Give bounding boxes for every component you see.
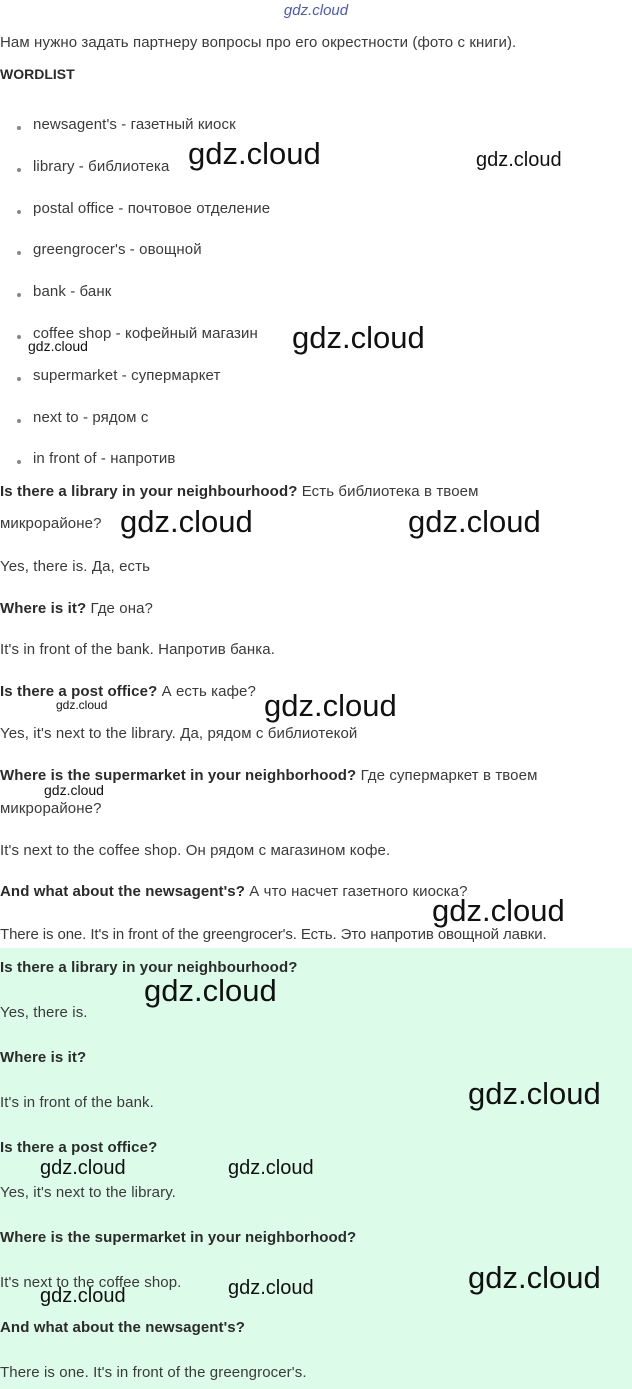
bullet-icon bbox=[17, 377, 21, 381]
watermark: gdz.cloud bbox=[40, 1157, 126, 1179]
green-question: Where is the supermarket in your neighborhood? bbox=[0, 1229, 357, 1246]
question-en: And what about the newsagent's? bbox=[0, 883, 246, 900]
watermark: gdz.cloud bbox=[228, 1277, 314, 1299]
bullet-icon bbox=[17, 168, 21, 172]
wordlist-item: postal office - почтовое отделение bbox=[33, 200, 271, 217]
watermark: gdz.cloud bbox=[44, 782, 104, 798]
watermark: gdz.cloud bbox=[28, 338, 88, 354]
bullet-icon bbox=[17, 210, 21, 214]
green-question: Is there a post office? bbox=[0, 1139, 158, 1156]
bullet-icon bbox=[17, 251, 21, 255]
green-answer: There is one. It's in front of the greengrocer's. bbox=[0, 1364, 307, 1381]
watermark: gdz.cloud bbox=[408, 504, 541, 539]
question-en: Is there a post office? bbox=[0, 683, 158, 700]
question-ru: Есть библиотека в твоем bbox=[297, 483, 479, 500]
question-ru: А что насчет газетного киоска? bbox=[245, 883, 468, 900]
wordlist-item: coffee shop - кофейный магазин bbox=[33, 325, 258, 342]
dialog-question bbox=[0, 883, 468, 900]
dialog-question bbox=[0, 600, 153, 617]
bullet-icon bbox=[17, 460, 21, 464]
intro-text: Нам нужно задать партнеру вопросы про его окрестности (фото с книги). bbox=[0, 34, 517, 51]
dialog-question-line2: микрорайоне? bbox=[0, 515, 102, 532]
bullet-icon bbox=[17, 335, 21, 339]
green-question: Where is it? bbox=[0, 1049, 87, 1066]
wordlist-item: newsagent's - газетный киоск bbox=[33, 116, 236, 133]
dialog-answer: It's next to the coffee shop. Он рядом с магазином кофе. bbox=[0, 842, 391, 859]
wordlist-title: WORDLIST bbox=[0, 66, 75, 82]
watermark: gdz.cloud bbox=[120, 504, 253, 539]
dialog-answer: Yes, it's next to the library. Да, рядом с библиотекой bbox=[0, 725, 358, 742]
watermark: gdz.cloud bbox=[264, 688, 397, 723]
watermark: gdz.cloud bbox=[188, 136, 321, 171]
dialog-question bbox=[0, 483, 479, 500]
dialog-question-line2: микрорайоне? bbox=[0, 800, 102, 817]
dialog-answer: It's in front of the bank. Напротив банка. bbox=[0, 641, 275, 658]
green-answer: Yes, there is. bbox=[0, 1004, 88, 1021]
bullet-icon bbox=[17, 126, 21, 130]
dialog-answer: There is one. It's in front of the greengrocer's. Есть. Это напротив овощной лавки. bbox=[0, 926, 547, 943]
watermark: gdz.cloud bbox=[228, 1157, 314, 1179]
watermark: gdz.cloud bbox=[56, 698, 108, 712]
watermark: gdz.cloud bbox=[468, 1260, 601, 1295]
wordlist-item: greengrocer's - овощной bbox=[33, 241, 202, 258]
header-watermark: gdz.cloud bbox=[283, 2, 349, 19]
bullet-icon bbox=[17, 419, 21, 423]
watermark: gdz.cloud bbox=[40, 1285, 126, 1307]
question-ru: А есть кафе? bbox=[157, 683, 256, 700]
wordlist-item: library - библиотека bbox=[33, 158, 170, 175]
question-en: Is there a library in your neighbourhood? bbox=[0, 483, 298, 500]
wordlist-item: bank - банк bbox=[33, 283, 112, 300]
question-en: Where is the supermarket in your neighborhood? bbox=[0, 767, 357, 784]
wordlist-item: in front of - напротив bbox=[33, 450, 176, 467]
dialog-question bbox=[0, 683, 256, 700]
green-answer: It's next to the coffee shop. bbox=[0, 1274, 182, 1291]
green-answer: Yes, it's next to the library. bbox=[0, 1184, 176, 1201]
green-question: Is there a library in your neighbourhood? bbox=[0, 959, 298, 976]
bullet-icon bbox=[17, 293, 21, 297]
watermark: gdz.cloud bbox=[144, 973, 277, 1008]
wordlist-item: supermarket - супермаркет bbox=[33, 367, 221, 384]
watermark: gdz.cloud bbox=[476, 149, 562, 171]
wordlist-item: next to - рядом с bbox=[33, 409, 149, 426]
question-ru: Где она? bbox=[86, 600, 153, 617]
watermark: gdz.cloud bbox=[432, 893, 565, 928]
dialog-answer: Yes, there is. Да, есть bbox=[0, 558, 150, 575]
question-en: Where is it? bbox=[0, 600, 87, 617]
question-ru: Где супермаркет в твоем bbox=[356, 767, 538, 784]
green-answer: It's in front of the bank. bbox=[0, 1094, 154, 1111]
watermark: gdz.cloud bbox=[468, 1076, 601, 1111]
green-question: And what about the newsagent's? bbox=[0, 1319, 246, 1336]
watermark: gdz.cloud bbox=[292, 320, 425, 355]
